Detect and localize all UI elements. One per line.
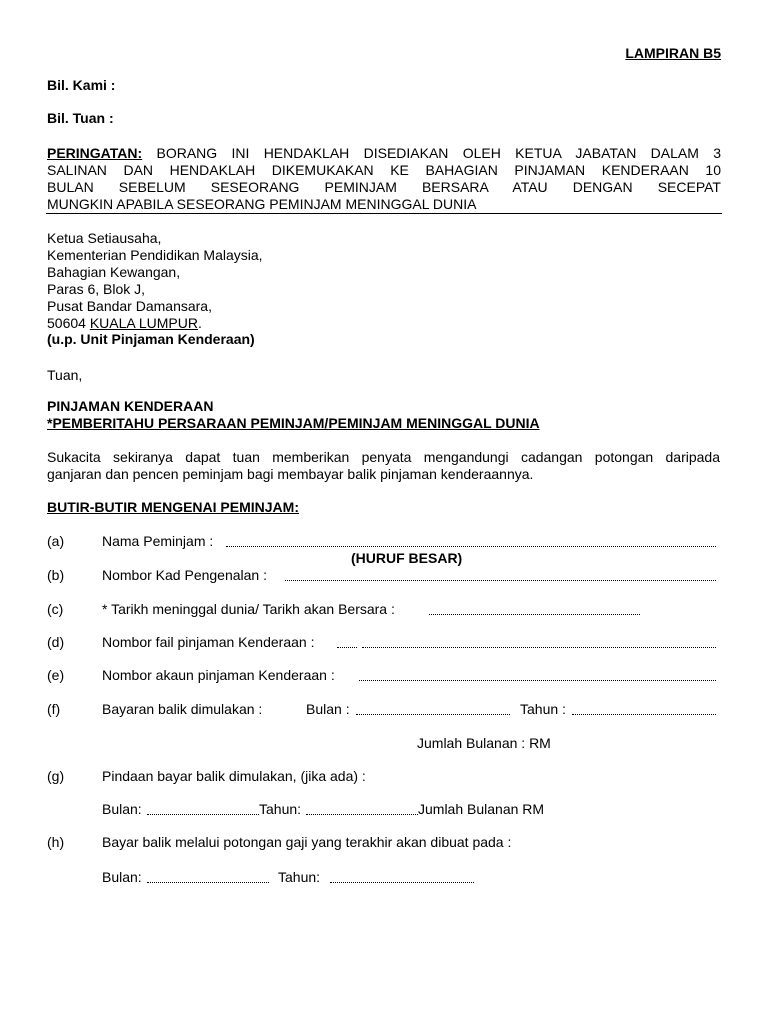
field-b-text: Nombor Kad Pengenalan : — [102, 567, 267, 583]
field-c-input-line[interactable] — [429, 614, 640, 615]
field-d-input-line-2[interactable] — [362, 647, 716, 648]
field-f-label: (f) — [47, 701, 61, 717]
field-a-text: Nama Peminjam : — [102, 533, 214, 549]
address-line-3: Bahagian Kewangan, — [47, 264, 181, 280]
warning-line-1 — [47, 145, 721, 162]
field-g-text: Pindaan bayar balik dimulakan, (jika ada) : — [102, 768, 366, 784]
field-f-month-label: Bulan : — [306, 701, 350, 717]
field-b-label: (b) — [47, 567, 65, 583]
our-reference-label: Bil. Kami : — [47, 77, 116, 93]
field-f-month-input[interactable] — [356, 714, 510, 715]
warning-text-1: BORANG INI HENDAKLAH DISEDIAKAN OLEH KETUA JABATAN DALAM 3 — [156, 145, 722, 161]
warning-label: PERINGATAN: — [47, 145, 143, 161]
field-h-year-label: Tahun: — [278, 869, 321, 885]
field-h-label: (h) — [47, 834, 65, 850]
field-f-year-label: Tahun : — [520, 701, 566, 717]
subject-line-2: *PEMBERITAHU PERSARAAN PEMINJAM/PEMINJAM MENINGGAL DUNIA — [47, 415, 540, 431]
field-d-input-line-1[interactable] — [337, 647, 357, 648]
field-f-text: Bayaran balik dimulakan : — [102, 701, 263, 717]
your-reference-label: Bil. Tuan : — [47, 110, 114, 126]
warning-block — [47, 145, 721, 213]
subject-line-1: PINJAMAN KENDERAAN — [47, 398, 214, 414]
body-line-1: Sukacita sekiranya dapat tuan memberikan penyata mengandungi cadangan potongan daripada — [47, 449, 720, 465]
field-f-total-label: Jumlah Bulanan : RM — [417, 735, 551, 751]
field-b-input-line[interactable] — [285, 580, 716, 581]
field-c-text: * Tarikh meninggal dunia/ Tarikh akan Bersara : — [102, 601, 395, 617]
field-d-text: Nombor fail pinjaman Kenderaan : — [102, 634, 315, 650]
section-title: BUTIR-BUTIR MENGENAI PEMINJAM: — [47, 499, 299, 515]
field-e-label: (e) — [47, 667, 65, 683]
salutation: Tuan, — [47, 367, 83, 383]
field-g-total-label: Jumlah Bulanan RM — [418, 801, 545, 817]
field-a-note: (HURUF BESAR) — [351, 550, 463, 566]
field-e-input-line[interactable] — [359, 680, 716, 681]
address-line-5: Pusat Bandar Damansara, — [47, 298, 212, 314]
city-suffix: . — [197, 315, 202, 331]
attention-line: (u.p. Unit Pinjaman Kenderaan) — [47, 331, 255, 347]
body-line-2: ganjaran dan pencen peminjam bagi membayar balik pinjaman kenderaannya. — [47, 466, 534, 482]
field-g-year-input[interactable] — [306, 814, 418, 815]
field-d-label: (d) — [47, 634, 65, 650]
address-line-2: Kementerian Pendidikan Malaysia, — [47, 247, 263, 263]
field-h-month-input[interactable] — [147, 882, 269, 883]
city: KUALA LUMPUR — [89, 315, 198, 331]
field-g-month-input[interactable] — [147, 814, 259, 815]
field-f-year-input[interactable] — [572, 714, 716, 715]
address-line-6 — [47, 315, 202, 332]
address-line-1: Ketua Setiausaha, — [47, 230, 162, 246]
warning-line-2: SALINAN DAN HENDAKLAH DIKEMUKAKAN KE BAHAGIAN PINJAMAN KENDERAAN 10 — [47, 162, 721, 178]
postcode: 50604 — [47, 315, 86, 331]
body-paragraph — [47, 449, 720, 483]
appendix-label: LAMPIRAN B5 — [625, 45, 721, 61]
field-g-year-label: Tahun: — [259, 801, 302, 817]
field-a-input-line[interactable] — [226, 546, 716, 547]
field-h-text: Bayar balik melalui potongan gaji yang terakhir akan dibuat pada : — [102, 834, 512, 850]
warning-line-3: BULAN SEBELUM SESEORANG PEMINJAM BERSARA ATAU DENGAN SECEPAT — [47, 179, 721, 195]
warning-line-4: MUNGKIN APABILA SESEORANG PEMINJAM MENINGGAL DUNIA — [47, 196, 477, 212]
address-line-4: Paras 6, Blok J, — [47, 281, 146, 297]
field-g-label: (g) — [47, 768, 65, 784]
field-h-year-input[interactable] — [330, 882, 474, 883]
warning-divider — [46, 213, 722, 214]
field-c-label: (c) — [47, 601, 64, 617]
field-e-text: Nombor akaun pinjaman Kenderaan : — [102, 667, 335, 683]
field-a-label: (a) — [47, 533, 65, 549]
field-h-month-label: Bulan: — [102, 869, 142, 885]
field-g-month-label: Bulan: — [102, 801, 142, 817]
